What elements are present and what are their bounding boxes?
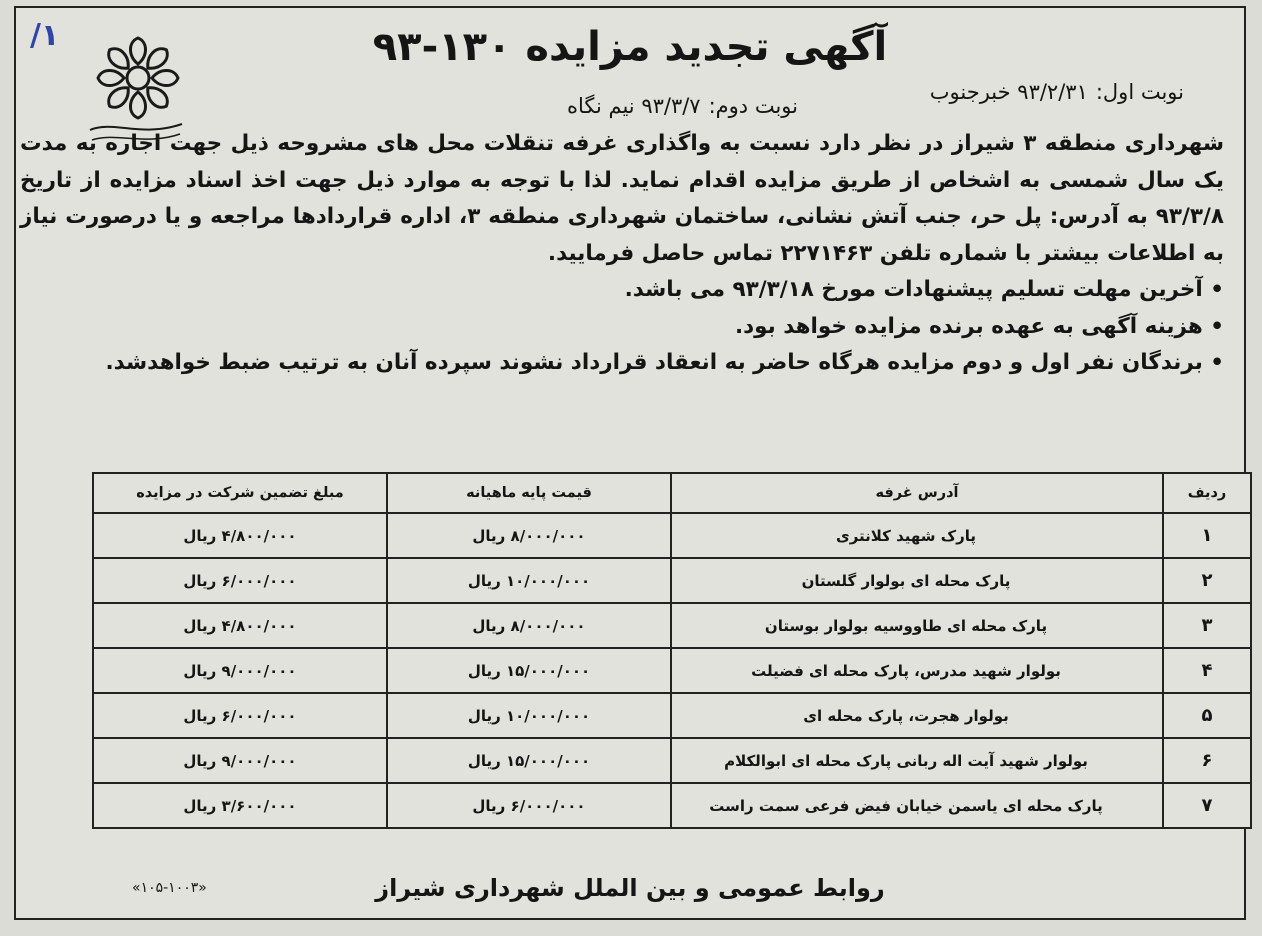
row-address: بولوار شهید آیت اله ربانی پارک محله ای ابوالکلام <box>671 738 1163 783</box>
advertisement-sheet <box>14 6 1246 920</box>
row-base-price: ۸/۰۰۰/۰۰۰ ریال <box>387 513 671 558</box>
second-issue-value: ۹۳/۳/۷ نیم نگاه <box>566 94 701 118</box>
row-address: پارک محله ای طاووسیه بولوار بوستان <box>671 603 1163 648</box>
table-row <box>93 783 1251 828</box>
row-number: ۴ <box>1163 648 1251 693</box>
row-base-price: ۱۵/۰۰۰/۰۰۰ ریال <box>387 738 671 783</box>
row-guarantee: ۶/۰۰۰/۰۰۰ ریال <box>93 693 387 738</box>
stalls-table <box>92 472 1252 829</box>
row-number: ۷ <box>1163 783 1251 828</box>
row-address: پارک محله ای بولوار گلستان <box>671 558 1163 603</box>
table-row <box>93 603 1251 648</box>
table-row <box>93 513 1251 558</box>
row-base-price: ۱۵/۰۰۰/۰۰۰ ریال <box>387 648 671 693</box>
bullet-winners: • برندگان نفر اول و دوم مزایده هرگاه حاضر به انعقاد قرارداد نشوند سپرده آنان به ترتیب ضبط خواهدشد. <box>20 345 1224 382</box>
row-guarantee: ۹/۰۰۰/۰۰۰ ریال <box>93 648 387 693</box>
row-address: پارک شهید کلانتری <box>671 513 1163 558</box>
row-base-price: ۸/۰۰۰/۰۰۰ ریال <box>387 603 671 648</box>
first-issue-label: نوبت اول: <box>1095 80 1184 104</box>
row-number: ۵ <box>1163 693 1251 738</box>
row-base-price: ۱۰/۰۰۰/۰۰۰ ریال <box>387 693 671 738</box>
row-number: ۲ <box>1163 558 1251 603</box>
row-guarantee: ۶/۰۰۰/۰۰۰ ریال <box>93 558 387 603</box>
table-row <box>93 648 1251 693</box>
first-issue <box>930 80 1184 104</box>
bullet-cost: • هزینه آگهی به عهده برنده مزایده خواهد بود. <box>20 309 1224 346</box>
second-issue-label: نوبت دوم: <box>708 94 798 118</box>
header-address: آدرس غرفه <box>671 473 1163 513</box>
first-issue-value: ۹۳/۲/۳۱ خبرجنوب <box>929 80 1088 104</box>
table-row <box>93 693 1251 738</box>
row-guarantee: ۴/۸۰۰/۰۰۰ ریال <box>93 513 387 558</box>
header-row-number: ردیف <box>1163 473 1251 513</box>
headline: آگهی تجدید مزایده ۱۳۰-۹۳ <box>372 24 888 70</box>
row-guarantee: ۳/۶۰۰/۰۰۰ ریال <box>93 783 387 828</box>
row-base-price: ۶/۰۰۰/۰۰۰ ریال <box>387 783 671 828</box>
second-issue <box>567 94 798 118</box>
row-base-price: ۱۰/۰۰۰/۰۰۰ ریال <box>387 558 671 603</box>
row-number: ۶ <box>1163 738 1251 783</box>
header-guarantee: مبلغ تضمین شرکت در مزایده <box>93 473 387 513</box>
row-address: پارک محله ای یاسمن خیابان فیض فرعی سمت راست <box>671 783 1163 828</box>
table-row <box>93 738 1251 783</box>
main-paragraph: شهرداری منطقه ۳ شیراز در نظر دارد نسبت به واگذاری غرفه تنقلات محل های مشروحه ذیل جهت اجاره به مدت یک سال شمسی به اشخاص از طریق مزایده اقدام نماید. لذا با توجه به موارد ذیل جهت اخذ اسناد مزایده از تاریخ ۹۳/۳/۸ به آدرس: پل حر، جنب آتش نشانی، ساختمان شهرداری منطقه ۳، اداره قراردادها مراجعه و یا درصورت نیاز به اطلاعات بیشتر با شماره تلفن ۲۲۷۱۴۶۳ تماس حاصل فرمایید. <box>20 131 1224 266</box>
ad-code: «۱۰۵-۱۰۰۳» <box>132 880 207 896</box>
table-header-row <box>93 473 1251 513</box>
header-base-price: قیمت پایه ماهیانه <box>387 473 671 513</box>
row-guarantee: ۴/۸۰۰/۰۰۰ ریال <box>93 603 387 648</box>
row-number: ۱ <box>1163 513 1251 558</box>
corner-mark: ۱/ <box>30 18 60 53</box>
table-row <box>93 558 1251 603</box>
footer-title: روابط عمومی و بین الملل شهرداری شیراز <box>375 874 885 902</box>
row-number: ۳ <box>1163 603 1251 648</box>
announcement-body <box>20 126 1224 382</box>
row-address: بولوار شهید مدرس، پارک محله ای فضیلت <box>671 648 1163 693</box>
row-address: بولوار هجرت، پارک محله ای <box>671 693 1163 738</box>
row-guarantee: ۹/۰۰۰/۰۰۰ ریال <box>93 738 387 783</box>
bullet-deadline: • آخرین مهلت تسلیم پیشنهادات مورخ ۹۳/۳/۱۸ می باشد. <box>20 272 1224 309</box>
